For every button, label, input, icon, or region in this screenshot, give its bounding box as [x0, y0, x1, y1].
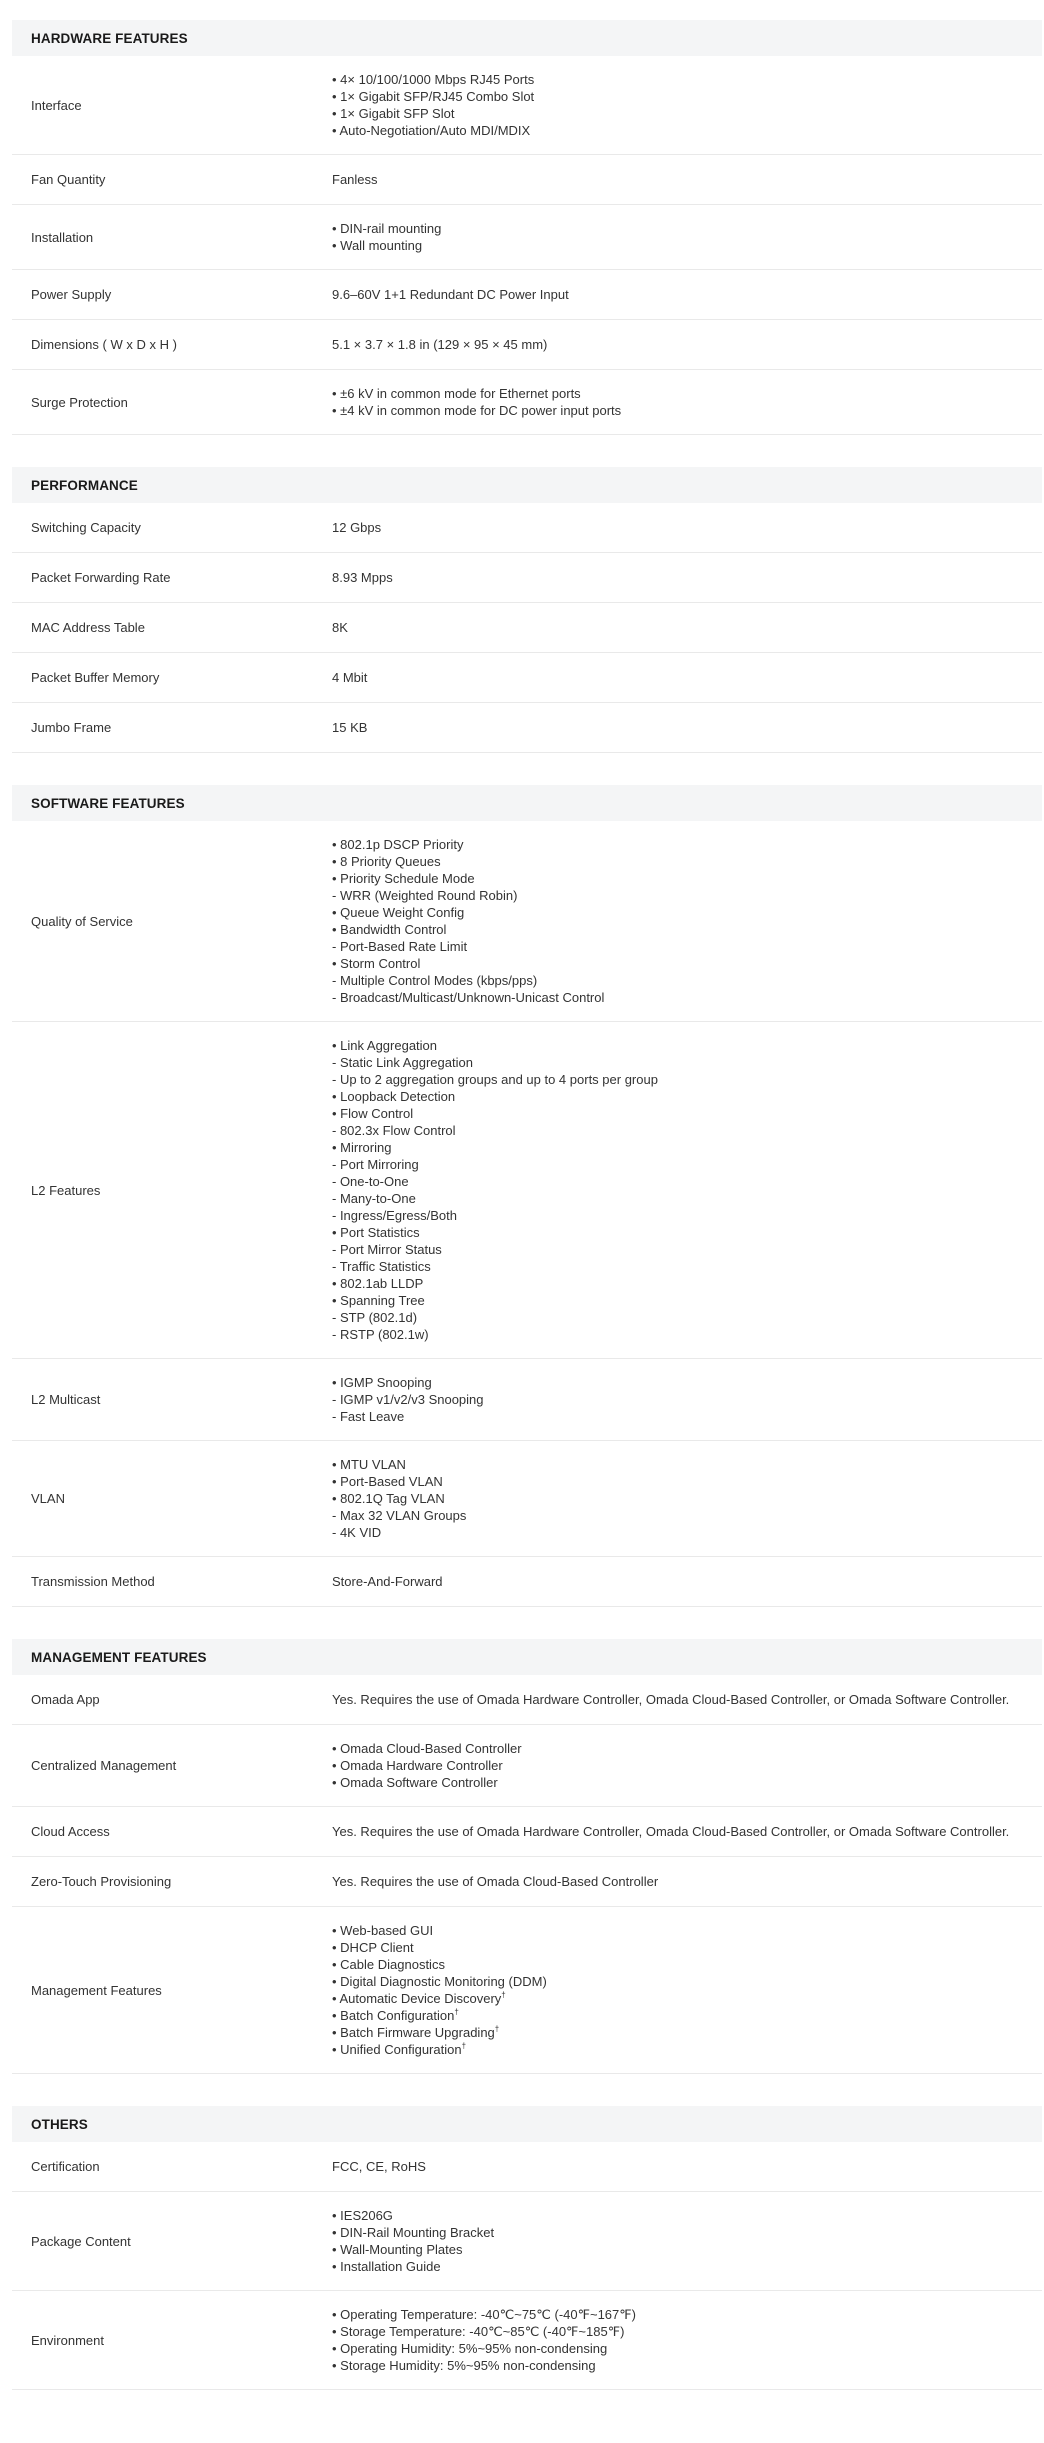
spec-value-line: [332, 2024, 1042, 2041]
spec-value-line: [332, 1524, 1042, 1541]
spec-value-line: [332, 286, 1042, 303]
spec-value-text: • DIN-rail mounting: [332, 221, 442, 236]
spec-value-text: 4 Mbit: [332, 670, 368, 685]
spec-value-text: • Operating Temperature: -40℃~75℃ (-40℉~167℉): [332, 2307, 636, 2322]
spec-value: [332, 71, 1042, 139]
spec-value-text: • Mirroring: [332, 1140, 392, 1155]
spec-value-line: [332, 1037, 1042, 1054]
spec-value-line: [332, 2241, 1042, 2258]
spec-value-line: [332, 1241, 1042, 1258]
spec-row: [12, 1725, 1042, 1807]
spec-value-line: [332, 1973, 1042, 1990]
spec-value-text: • Cable Diagnostics: [332, 1957, 445, 1972]
spec-value-line: [332, 220, 1042, 237]
spec-label: Fan Quantity: [31, 172, 106, 187]
spec-value-text: - Port Mirroring: [332, 1157, 419, 1172]
spec-value-line: [332, 2041, 1042, 2058]
spec-label: Surge Protection: [31, 394, 128, 410]
spec-value-text: • Flow Control: [332, 1106, 414, 1121]
spec-label: Environment: [31, 2332, 104, 2348]
spec-section: [12, 2106, 1042, 2390]
spec-row: [12, 1675, 1042, 1725]
footnote-dagger: †: [494, 2024, 500, 2034]
spec-value: [332, 1873, 1042, 1890]
spec-value-text: Yes. Requires the use of Omada Hardware Controller, Omada Cloud-Based Controller, or Omada Software Controller.: [332, 1692, 1010, 1707]
spec-value-line: [332, 1309, 1042, 1326]
spec-value-text: - Traffic Statistics: [332, 1259, 431, 1274]
spec-value-text: 8K: [332, 620, 348, 635]
spec-value-text: - STP (802.1d): [332, 1310, 418, 1325]
spec-label: Packet Forwarding Rate: [31, 570, 171, 585]
spec-value-line: [332, 719, 1042, 736]
spec-value: [332, 519, 1042, 536]
spec-value-text: 8.93 Mpps: [332, 570, 393, 585]
spec-value-text: • 1× Gigabit SFP/RJ45 Combo Slot: [332, 89, 535, 104]
spec-value-text: - Port-Based Rate Limit: [332, 939, 468, 954]
spec-value-text: Fanless: [332, 172, 378, 187]
spec-value-text: • Wall-Mounting Plates: [332, 2242, 463, 2257]
spec-value: [332, 220, 1042, 254]
spec-value-line: [332, 1823, 1042, 1840]
spec-value-text: • Auto-Negotiation/Auto MDI/MDIX: [332, 123, 531, 138]
spec-value-line: [332, 1408, 1042, 1425]
spec-value-line: [332, 1258, 1042, 1275]
spec-row: [12, 370, 1042, 435]
spec-value-line: [332, 1456, 1042, 1473]
spec-value-text: • ±6 kV in common mode for Ethernet ports: [332, 386, 581, 401]
spec-value: [332, 286, 1042, 303]
spec-value-text: • 802.1ab LLDP: [332, 1276, 424, 1291]
spec-row: [12, 270, 1042, 320]
spec-row: [12, 653, 1042, 703]
spec-value-line: [332, 619, 1042, 636]
spec-label: Interface: [31, 97, 82, 113]
spec-value-text: • Port-Based VLAN: [332, 1474, 443, 1489]
spec-section: [12, 20, 1042, 435]
spec-row: [12, 2142, 1042, 2192]
spec-value-text: 15 KB: [332, 720, 368, 735]
spec-value-line: [332, 1757, 1042, 1774]
spec-value-text: • DHCP Client: [332, 1940, 414, 1955]
spec-row: [12, 155, 1042, 205]
spec-value-text: • 802.1p DSCP Priority: [332, 837, 464, 852]
spec-row: [12, 320, 1042, 370]
spec-row: [12, 1557, 1042, 1607]
spec-value-text: • Unified Configuration: [332, 2042, 462, 2057]
spec-value: [332, 1922, 1042, 2058]
spec-value-text: - RSTP (802.1w): [332, 1327, 429, 1342]
spec-value-line: [332, 1740, 1042, 1757]
spec-value-text: • Port Statistics: [332, 1225, 420, 1240]
spec-value-text: - 4K VID: [332, 1525, 382, 1540]
spec-value-text: - Many-to-One: [332, 1191, 416, 1206]
spec-value-text: • Operating Humidity: 5%~95% non-condensing: [332, 2341, 608, 2356]
spec-value-text: Store-And-Forward: [332, 1574, 443, 1589]
spec-value: [332, 2207, 1042, 2275]
spec-value-line: [332, 1156, 1042, 1173]
spec-value-text: Yes. Requires the use of Omada Hardware Controller, Omada Cloud-Based Controller, or Omada Software Controller.: [332, 1824, 1010, 1839]
spec-section: [12, 467, 1042, 753]
spec-value-line: [332, 836, 1042, 853]
spec-value-text: • IGMP Snooping: [332, 1375, 432, 1390]
spec-value-line: [332, 921, 1042, 938]
spec-value-line: [332, 1507, 1042, 1524]
spec-value-text: • Omada Hardware Controller: [332, 1758, 503, 1773]
spec-value-line: [332, 938, 1042, 955]
spec-value-text: • Storage Temperature: -40℃~85℃ (-40℉~185℉): [332, 2324, 625, 2339]
spec-value-text: 5.1 × 3.7 × 1.8 in (129 × 95 × 45 mm): [332, 337, 548, 352]
spec-value-text: • Installation Guide: [332, 2259, 441, 2274]
spec-table: [12, 20, 1042, 2422]
spec-value-line: [332, 336, 1042, 353]
spec-value-line: [332, 1326, 1042, 1343]
spec-label: Omada App: [31, 1692, 100, 1707]
spec-label: Zero-Touch Provisioning: [31, 1874, 172, 1889]
spec-value-line: [332, 2224, 1042, 2241]
spec-label: Centralized Management: [31, 1758, 177, 1773]
spec-value-line: [332, 1939, 1042, 1956]
spec-value-text: • Omada Software Controller: [332, 1775, 498, 1790]
spec-value-text: - Up to 2 aggregation groups and up to 4 ports per group: [332, 1072, 658, 1087]
spec-value-text: - IGMP v1/v2/v3 Snooping: [332, 1392, 484, 1407]
spec-label: Cloud Access: [31, 1824, 110, 1839]
spec-value-text: • Link Aggregation: [332, 1038, 438, 1053]
spec-value: [332, 1456, 1042, 1541]
spec-label: Package Content: [31, 2233, 131, 2249]
spec-row: [12, 1441, 1042, 1557]
spec-row: [12, 553, 1042, 603]
spec-value: [332, 2158, 1042, 2175]
spec-value-line: [332, 989, 1042, 1006]
spec-value-line: [332, 402, 1042, 419]
spec-label: Jumbo Frame: [31, 720, 112, 735]
spec-value-line: [332, 2306, 1042, 2323]
spec-value-line: [332, 1956, 1042, 1973]
spec-value: [332, 1740, 1042, 1791]
spec-value-line: [332, 1190, 1042, 1207]
spec-value-line: [332, 1873, 1042, 1890]
spec-value-text: • ±4 kV in common mode for DC power input ports: [332, 403, 622, 418]
spec-value-text: • Web-based GUI: [332, 1923, 434, 1938]
spec-value-line: [332, 1573, 1042, 1590]
spec-value-line: [332, 955, 1042, 972]
spec-value-line: [332, 2340, 1042, 2357]
spec-value-text: - 802.3x Flow Control: [332, 1123, 456, 1138]
spec-value-line: [332, 569, 1042, 586]
spec-row: [12, 603, 1042, 653]
spec-value-line: [332, 1054, 1042, 1071]
spec-value-text: • Omada Cloud-Based Controller: [332, 1741, 522, 1756]
section-title: MANAGEMENT FEATURES: [12, 1639, 1042, 1675]
spec-label: Quality of Service: [31, 913, 133, 929]
spec-value-line: [332, 1105, 1042, 1122]
spec-value-text: - Broadcast/Multicast/Unknown-Unicast Control: [332, 990, 605, 1005]
spec-value-line: [332, 71, 1042, 88]
spec-row: [12, 1807, 1042, 1857]
spec-value-line: [332, 171, 1042, 188]
spec-value-text: • Storage Humidity: 5%~95% non-condensing: [332, 2358, 596, 2373]
spec-value-text: • Queue Weight Config: [332, 905, 465, 920]
spec-value-line: [332, 2357, 1042, 2374]
spec-value-line: [332, 1990, 1042, 2007]
spec-value-line: [332, 105, 1042, 122]
spec-value-line: [332, 887, 1042, 904]
spec-value-line: [332, 1473, 1042, 1490]
spec-value-text: • Digital Diagnostic Monitoring (DDM): [332, 1974, 547, 1989]
spec-value-text: • Priority Schedule Mode: [332, 871, 475, 886]
spec-value: [332, 619, 1042, 636]
spec-value-text: • Bandwidth Control: [332, 922, 447, 937]
spec-value-text: • 4× 10/100/1000 Mbps RJ45 Ports: [332, 72, 535, 87]
section-title: HARDWARE FEATURES: [12, 20, 1042, 56]
spec-label: Transmission Method: [31, 1574, 155, 1589]
spec-value-text: 9.6–60V 1+1 Redundant DC Power Input: [332, 287, 569, 302]
spec-label: VLAN: [31, 1491, 65, 1506]
spec-value-line: [332, 1691, 1042, 1708]
spec-value-text: - Static Link Aggregation: [332, 1055, 473, 1070]
spec-value: [332, 1823, 1042, 1840]
spec-row: [12, 1907, 1042, 2074]
spec-value-text: - Fast Leave: [332, 1409, 405, 1424]
spec-row: [12, 1022, 1042, 1359]
spec-row: [12, 205, 1042, 270]
spec-value: [332, 669, 1042, 686]
spec-value-text: • Spanning Tree: [332, 1293, 425, 1308]
spec-value-line: [332, 1774, 1042, 1791]
spec-row: [12, 703, 1042, 753]
spec-value: [332, 336, 1042, 353]
spec-value-line: [332, 1173, 1042, 1190]
spec-value-text: • Batch Configuration: [332, 2008, 455, 2023]
spec-section: [12, 1639, 1042, 2074]
section-title: PERFORMANCE: [12, 467, 1042, 503]
spec-value-text: - Ingress/Egress/Both: [332, 1208, 457, 1223]
spec-row: [12, 1857, 1042, 1907]
spec-label: Management Features: [31, 1982, 162, 1998]
spec-value-line: [332, 1374, 1042, 1391]
spec-value-text: • 802.1Q Tag VLAN: [332, 1491, 445, 1506]
spec-value-line: [332, 1071, 1042, 1088]
footnote-dagger: †: [454, 2007, 459, 2017]
spec-value-text: - Multiple Control Modes (kbps/pps): [332, 973, 538, 988]
spec-value-line: [332, 519, 1042, 536]
spec-value-text: • Automatic Device Discovery: [332, 1991, 502, 2006]
spec-value-text: FCC, CE, RoHS: [332, 2159, 426, 2174]
spec-value-line: [332, 972, 1042, 989]
spec-value-line: [332, 1922, 1042, 1939]
spec-value-line: [332, 2158, 1042, 2175]
section-title: SOFTWARE FEATURES: [12, 785, 1042, 821]
spec-value: [332, 1037, 1042, 1343]
spec-value-line: [332, 122, 1042, 139]
spec-label: Certification: [31, 2159, 100, 2174]
spec-row: [12, 2192, 1042, 2291]
spec-value: [332, 719, 1042, 736]
spec-value-line: [332, 2323, 1042, 2340]
spec-value-line: [332, 1122, 1042, 1139]
spec-value-line: [332, 385, 1042, 402]
spec-value-line: [332, 1139, 1042, 1156]
spec-value-line: [332, 669, 1042, 686]
spec-value-text: • MTU VLAN: [332, 1457, 406, 1472]
spec-value-line: [332, 1391, 1042, 1408]
spec-value-line: [332, 2207, 1042, 2224]
spec-label: MAC Address Table: [31, 620, 145, 635]
spec-value-text: • Wall mounting: [332, 238, 423, 253]
spec-value-line: [332, 853, 1042, 870]
spec-value-text: • DIN-Rail Mounting Bracket: [332, 2225, 495, 2240]
spec-value-text: - One-to-One: [332, 1174, 409, 1189]
spec-value-line: [332, 870, 1042, 887]
spec-value-text: • 1× Gigabit SFP Slot: [332, 106, 455, 121]
spec-label: L2 Multicast: [31, 1392, 101, 1407]
spec-value-text: 12 Gbps: [332, 520, 382, 535]
spec-value-line: [332, 904, 1042, 921]
spec-value-text: • Loopback Detection: [332, 1089, 456, 1104]
spec-value-text: • Batch Firmware Upgrading: [332, 2025, 495, 2040]
spec-row: [12, 56, 1042, 155]
spec-value-line: [332, 1224, 1042, 1241]
spec-value: [332, 569, 1042, 586]
spec-label: Switching Capacity: [31, 520, 141, 535]
spec-value-line: [332, 1088, 1042, 1105]
spec-value: [332, 836, 1042, 1006]
spec-value: [332, 171, 1042, 188]
spec-value-line: [332, 88, 1042, 105]
spec-value: [332, 1691, 1042, 1708]
spec-value: [332, 1573, 1042, 1590]
spec-value-text: - Port Mirror Status: [332, 1242, 442, 1257]
spec-value-text: • Storm Control: [332, 956, 421, 971]
spec-value: [332, 1374, 1042, 1425]
spec-value-line: [332, 1292, 1042, 1309]
spec-row: [12, 1359, 1042, 1441]
spec-row: [12, 503, 1042, 553]
spec-label: Packet Buffer Memory: [31, 670, 160, 685]
spec-row: [12, 2291, 1042, 2390]
spec-label: L2 Features: [31, 1182, 101, 1198]
spec-value-text: - WRR (Weighted Round Robin): [332, 888, 518, 903]
section-title: OTHERS: [12, 2106, 1042, 2142]
spec-value: [332, 2306, 1042, 2374]
spec-section: [12, 785, 1042, 1607]
spec-value-text: Yes. Requires the use of Omada Cloud-Based Controller: [332, 1874, 659, 1889]
spec-label: Dimensions ( W x D x H ): [31, 337, 177, 352]
spec-value-line: [332, 1490, 1042, 1507]
spec-value-text: • 8 Priority Queues: [332, 854, 441, 869]
spec-value-line: [332, 1275, 1042, 1292]
spec-label: Installation: [31, 229, 94, 245]
spec-value: [332, 385, 1042, 419]
spec-value-line: [332, 2007, 1042, 2024]
footnote-dagger: †: [501, 1990, 506, 2000]
spec-value-line: [332, 2258, 1042, 2275]
spec-value-text: - Max 32 VLAN Groups: [332, 1508, 467, 1523]
spec-value-line: [332, 1207, 1042, 1224]
spec-value-line: [332, 237, 1042, 254]
spec-value-text: • IES206G: [332, 2208, 393, 2223]
footnote-dagger: †: [461, 2041, 467, 2051]
spec-label: Power Supply: [31, 287, 112, 302]
spec-row: [12, 821, 1042, 1022]
